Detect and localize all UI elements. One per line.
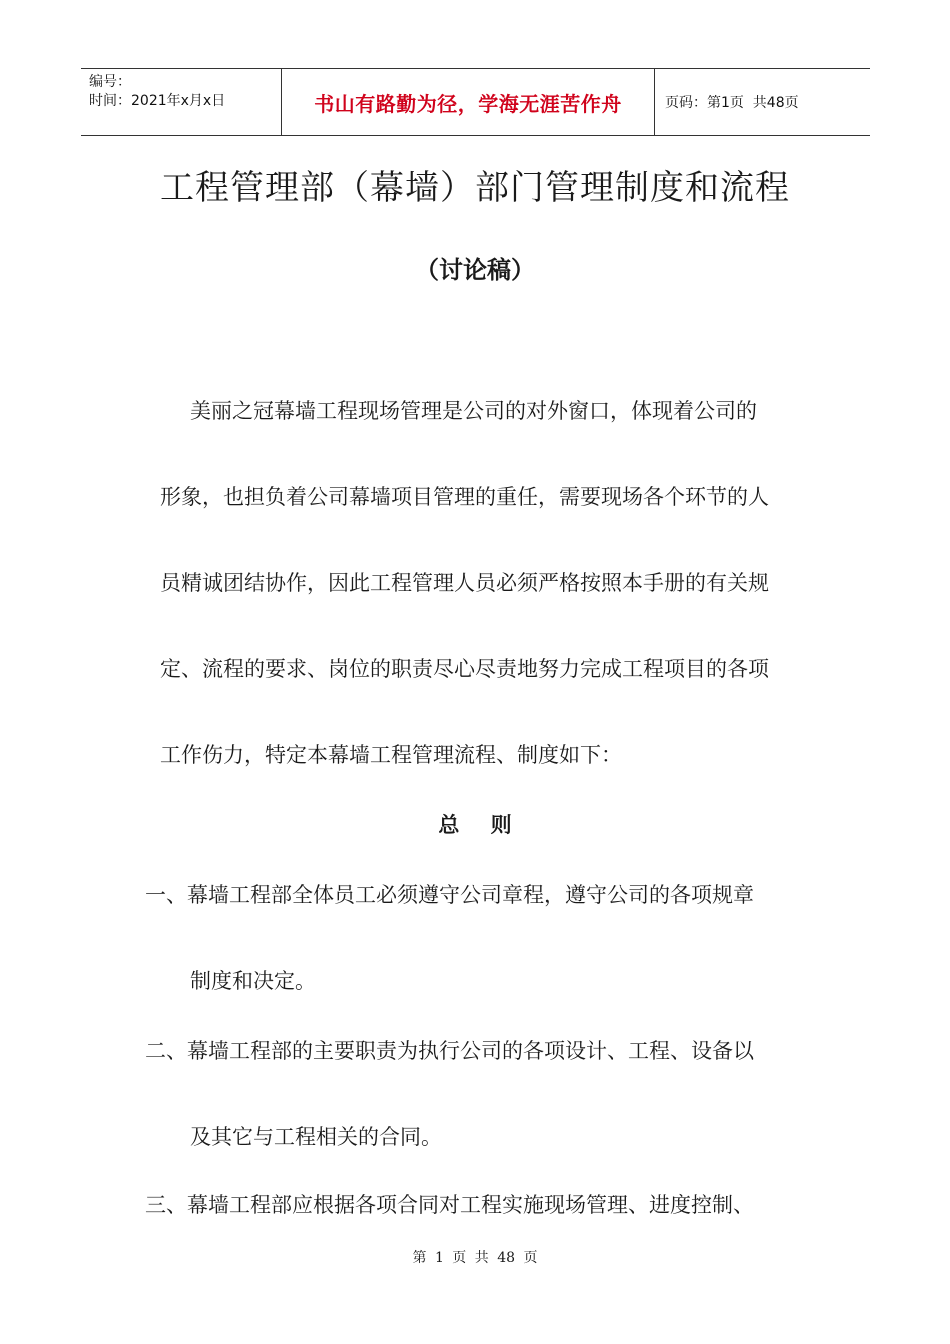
intro-line: 员精诚团结协作，因此工程管理人员必须严格按照本手册的有关规 bbox=[160, 571, 769, 595]
page-footer: 第 1 页 共 48 页 bbox=[412, 1250, 538, 1266]
section-heading: 总 则 bbox=[438, 813, 524, 837]
header-page-info bbox=[655, 69, 870, 135]
header-motto: 书山有路勤为径，学海无涯苦作舟 bbox=[281, 69, 655, 135]
intro-line: 工作伤力，特定本幕墙工程管理流程、制度如下： bbox=[160, 743, 622, 767]
intro-line: 定、流程的要求、岗位的职责尽心尽责地努力完成工程项目的各项 bbox=[160, 657, 769, 681]
date-label: 时间：2021年x月x日 bbox=[89, 93, 226, 109]
number-label: 编号： bbox=[89, 74, 131, 90]
page-info-text: 页码：第1页 共48页 bbox=[665, 95, 799, 111]
document-header bbox=[81, 68, 870, 136]
intro-line: 美丽之冠幕墙工程现场管理是公司的对外窗口，体现着公司的 bbox=[190, 399, 757, 423]
header-meta bbox=[81, 69, 281, 135]
document-title: 工程管理部（幕墙）部门管理制度和流程 bbox=[160, 168, 790, 208]
item-line: 制度和决定。 bbox=[190, 969, 316, 993]
item-line: 三、幕墙工程部应根据各项合同对工程实施现场管理、进度控制、 bbox=[145, 1193, 754, 1217]
intro-line: 形象，也担负着公司幕墙项目管理的重任，需要现场各个环节的人 bbox=[160, 485, 769, 509]
item-line: 及其它与工程相关的合同。 bbox=[190, 1125, 442, 1149]
item-line: 一、幕墙工程部全体员工必须遵守公司章程，遵守公司的各项规章 bbox=[145, 883, 754, 907]
item-line: 二、幕墙工程部的主要职责为执行公司的各项设计、工程、设备以 bbox=[145, 1039, 754, 1063]
document-subtitle: （讨论稿） bbox=[415, 256, 535, 284]
